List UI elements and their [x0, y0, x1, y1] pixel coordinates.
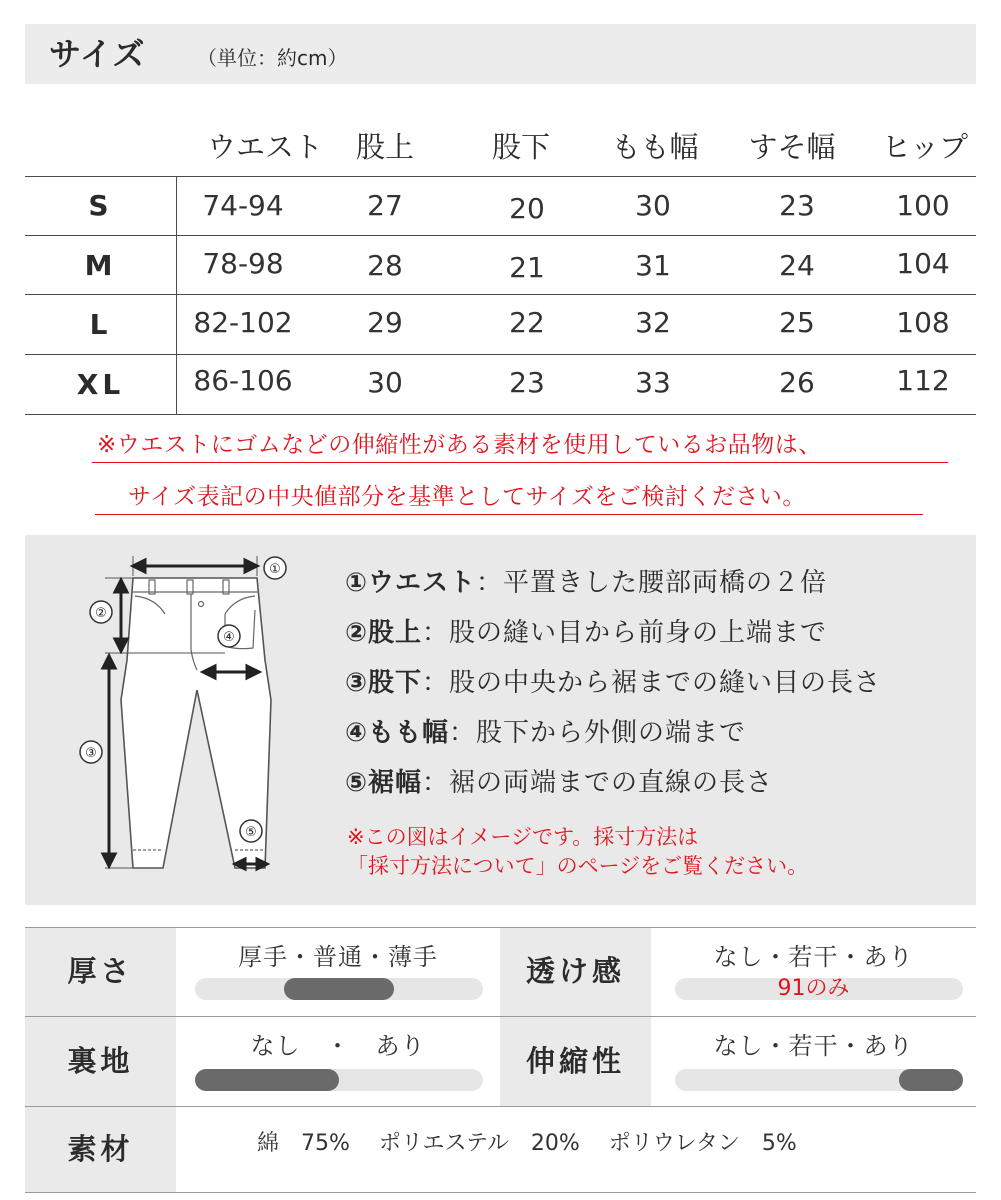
col-header-hem: すそ幅 — [748, 130, 836, 164]
attr-divider — [25, 927, 976, 928]
table-cell: 100 — [896, 189, 950, 222]
arrow-head — [245, 560, 257, 572]
col-header-thigh: もも幅 — [611, 130, 699, 164]
arrow-head — [103, 854, 115, 866]
table-cell: 23 — [509, 366, 545, 399]
stretch-label: 伸縮性 — [525, 1044, 625, 1078]
definition-term: ⑤裾幅 — [345, 768, 423, 798]
table-divider — [25, 235, 976, 236]
size-header — [25, 24, 976, 84]
table-cell: 20 — [509, 192, 545, 225]
arrow-head — [103, 656, 115, 668]
material-label: 素材 — [67, 1132, 134, 1166]
table-divider — [25, 414, 976, 415]
stretch-options: なし・若干・あり — [713, 1032, 914, 1060]
transparency-options: なし・若干・あり — [713, 943, 914, 971]
attr-divider — [25, 1016, 976, 1017]
arrow-head — [115, 580, 127, 592]
table-divider — [25, 294, 976, 295]
page-title: サイズ — [49, 35, 146, 73]
thickness-label: 厚さ — [67, 954, 134, 988]
thickness-options: 厚手・普通・薄手 — [238, 943, 438, 971]
row-label-m: M — [84, 249, 117, 282]
definition-desc: ：股下から外側の端まで — [449, 718, 747, 748]
marker-label-4: ④ — [223, 630, 235, 645]
table-cell: 82-102 — [193, 306, 293, 339]
table-cell: 104 — [896, 247, 950, 280]
definition-thigh — [345, 717, 746, 749]
row-label-s: S — [88, 189, 113, 222]
note-underline — [92, 462, 948, 463]
table-cell: 30 — [635, 189, 671, 222]
definition-waist — [345, 567, 827, 599]
marker-label-2: ② — [95, 606, 107, 621]
table-divider — [25, 176, 976, 177]
diagram-note-line1: ※この図はイメージです。採寸方法は — [347, 825, 699, 849]
col-header-rise: 股上 — [355, 130, 414, 164]
table-cell: 22 — [509, 306, 545, 339]
waist-note-line2: サイズ表記の中央値部分を基準としてサイズをご検討ください。 — [128, 484, 806, 510]
unit-label: （単位：約cm） — [197, 46, 348, 70]
stretch-slider-fill — [899, 1069, 963, 1091]
table-cell: 23 — [779, 189, 815, 222]
transparency-label: 透け感 — [525, 954, 625, 988]
table-cell: 29 — [367, 306, 403, 339]
definition-desc: ：股の中央から裾までの縫い目の長さ — [422, 668, 882, 698]
row-label-l: L — [89, 308, 112, 341]
definition-desc: ：股の縫い目から前身の上端まで — [422, 618, 828, 648]
size-table — [25, 115, 976, 415]
definition-term: ②股上 — [345, 618, 423, 648]
note-underline — [95, 514, 923, 515]
attribute-table — [25, 927, 976, 1193]
definition-rise — [345, 617, 827, 649]
definition-desc: ：平置きした腰部両橋の２倍 — [476, 568, 828, 598]
col-header-hip: ヒップ — [881, 130, 969, 164]
table-cell: 78-98 — [202, 247, 284, 280]
table-divider — [25, 354, 976, 355]
table-cell: 26 — [779, 366, 815, 399]
table-cell: 108 — [896, 306, 950, 339]
definition-hem — [345, 767, 773, 799]
lining-options: なし ・ あり — [250, 1032, 426, 1060]
table-cell: 28 — [367, 249, 403, 282]
pants-diagram — [75, 550, 345, 880]
definition-term: ④もも幅 — [345, 718, 450, 748]
table-cell: 74-94 — [202, 189, 284, 222]
stretch-slider — [675, 1069, 963, 1091]
definition-inseam — [345, 667, 881, 699]
marker-label-5: ⑤ — [245, 825, 257, 840]
table-cell: 30 — [367, 366, 403, 399]
marker-label-3: ③ — [85, 746, 97, 761]
lining-slider — [195, 1069, 483, 1091]
measurement-diagram-panel — [25, 535, 976, 905]
attr-divider — [25, 1192, 976, 1193]
waist-note-line1: ※ウエストにゴムなどの伸縮性がある素材を使用しているお品物は、 — [97, 432, 822, 458]
definition-desc: ：裾の両端までの直線の長さ — [422, 768, 774, 798]
lining-slider-fill — [195, 1069, 339, 1091]
table-cell: 31 — [635, 249, 671, 282]
table-cell: 33 — [635, 366, 671, 399]
table-cell: 25 — [779, 306, 815, 339]
arrow-head — [115, 639, 127, 651]
table-cell: 24 — [779, 249, 815, 282]
arrow-head — [133, 560, 145, 572]
material-composition: 綿 75% ポリエステル 20% ポリウレタン 5% — [257, 1131, 797, 1156]
diagram-note-line2: 「採寸方法について」のページをご覧ください。 — [347, 854, 809, 878]
definition-term: ①ウエスト — [345, 568, 477, 598]
definition-term: ③股下 — [345, 668, 423, 698]
attr-divider — [25, 1106, 976, 1107]
table-cell: 21 — [509, 251, 545, 284]
thickness-slider-fill — [284, 978, 394, 1000]
thickness-slider — [195, 978, 483, 1000]
col-header-inseam: 股下 — [491, 130, 550, 164]
table-cell: 27 — [367, 189, 403, 222]
lining-label: 裏地 — [67, 1044, 134, 1078]
table-cell: 86-106 — [193, 364, 293, 397]
row-label-xl: XL — [76, 368, 125, 401]
marker-label-1: ① — [269, 562, 281, 577]
col-header-waist: ウエスト — [206, 130, 323, 164]
table-cell: 32 — [635, 306, 671, 339]
table-cell: 112 — [896, 364, 950, 397]
transparency-subnote: 91のみ — [777, 976, 850, 1001]
